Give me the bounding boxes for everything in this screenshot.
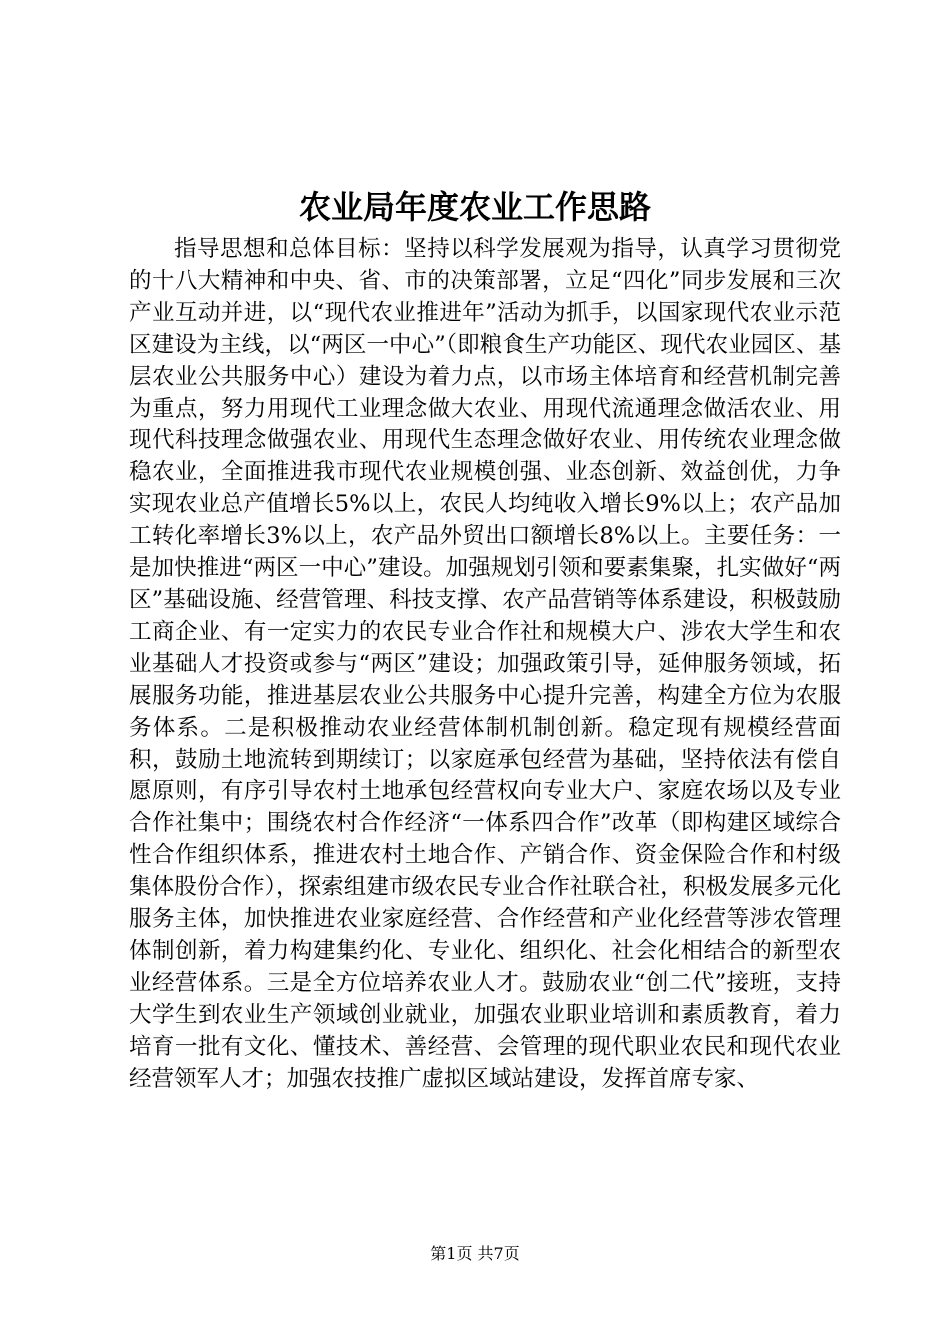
page-number-footer: 第1页 共7页 <box>430 1244 520 1263</box>
document-title: 农业局年度农业工作思路 <box>298 188 651 226</box>
document-body-paragraph: 指导思想和总体目标：坚持以科学发展观为指导，认真学习贯彻党的十八大精神和中央、省、市的决策部署，立足“四化”同步发展和三次产业互动并进，以“现代农业推进年”活动为抓手，以国家现代农业示范区建设为主线，以“两区一中心”（即粮食生产功能区、现代农业园区、基层农业公共服务中心）建设为着力点，以市场主体培育和经营机制完善为重点，努力用现代工业理念做大农业、用现代流通理念做活农业、用现代科技理念做强农业、用现代生态理念做好农业、用传统农业理念做稳农业，全面推进我市现代农业规模创强、业态创新、效益创优，力争实现农业总产值增长5%以上，农民人均纯收入增长9%以上；农产品加工转化率增长3%以上，农产品外贸出口额增长8%以上。主要任务：一是加快推进“两区一中心”建设。加强规划引领和要素集聚，扎实做好“两区”基础设施、经营管理、科技支撑、农产品营销等体系建设，积极鼓励工商企业、有一定实力的农民专业合作社和规模大户、涉农大学生和农业基础人才投资或参与“两区”建设；加强政策引导，延伸服务领域，拓展服务功能，推进基层农业公共服务中心提升完善，构建全方位为农服务体系。二是积极推动农业经营体制机制创新。稳定现有规模经营面积，鼓励土地流转到期续订；以家庭承包经营为基础，坚持依法有偿自愿原则，有序引导农村土地承包经营权向专业大户、家庭农场以及专业合作社集中；围绕农村合作经济“一体系四合作”改革（即构建区域综合性合作组织体系，推进农村土地合作、产销合作、资金保险合作和村级集体股份合作），探索组建市级农民专业合作社联合社，积极发展多元化服务主体，加快推进农业家庭经营、合作经营和产业化经营等涉农管理体制创新，着力构建集约化、专业化、组织化、社会化相结合的新型农业经营体系。三是全方位培养农业人才。鼓励农业“创二代”接班，支持大学生到农业生产领域创业就业，加强农业职业培训和素质教育，着力培育一批有文化、懂技术、善经营、会管理的现代职业农民和现代农业经营领军人才；加强农技推广虚拟区域站建设，发挥首席专家、 <box>129 236 841 1092</box>
